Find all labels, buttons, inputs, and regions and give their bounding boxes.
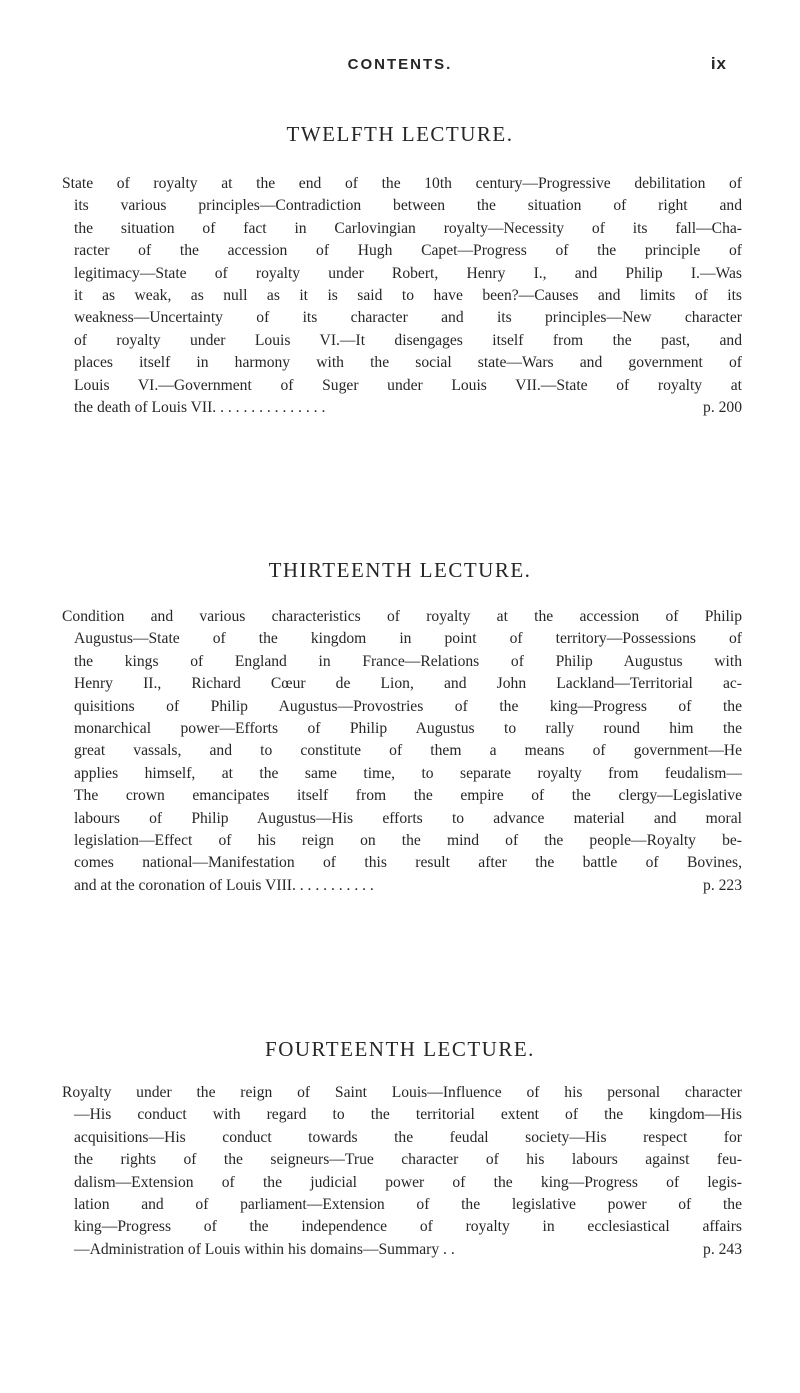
summary-last-line xyxy=(62,875,742,897)
lecture-title: TWELFTH LECTURE. xyxy=(286,122,514,146)
summary-line: labours of Philip Augustus—His efforts to advance material and moral xyxy=(74,809,742,827)
lecture-title: FOURTEENTH LECTURE. xyxy=(265,1037,535,1061)
summary-line: acquisitions—His conduct towards the feudal society—His respect for xyxy=(74,1128,742,1146)
summary-line: king—Progress of the independence of royalty in ecclesiastical affairs xyxy=(74,1218,742,1236)
lecture-fourteenth xyxy=(0,1035,800,1258)
summary-line: legitimacy—State of royalty under Robert, Henry I., and Philip I.—Was xyxy=(74,264,742,282)
summary-line: great vassals, and to constitute of them a means of government—He xyxy=(74,742,742,760)
summary-line: Royalty under the reign of Saint Louis—Influence of his personal character xyxy=(62,1084,742,1101)
lecture-summary xyxy=(62,173,742,419)
summary-line: the situation of fact in Carlovingian royalty—Necessity of its fall—Cha- xyxy=(74,219,742,237)
lecture-summary xyxy=(62,606,742,897)
lecture-summary xyxy=(62,1082,742,1261)
summary-last-line xyxy=(62,397,742,419)
summary-line: of royalty under Louis VI.—It disengages itself from the past, and xyxy=(74,331,742,349)
page-reference: p. 243 xyxy=(703,1240,742,1258)
summary-line: comes national—Manifestation of this result after the battle of Bovines, xyxy=(74,854,742,872)
page-reference: p. 200 xyxy=(703,399,742,417)
summary-line: it as weak, as null as it is said to have been?—Causes and limits of its xyxy=(74,287,742,305)
summary-line: places itself in harmony with the social state—Wars and government of xyxy=(74,354,742,372)
summary-line: —His conduct with regard to the territorial extent of the kingdom—His xyxy=(74,1106,742,1124)
summary-line-text: —Administration of Louis within his domains—Summary . . xyxy=(74,1240,455,1258)
summary-line: quisitions of Philip Augustus—Provostries of the king—Progress of the xyxy=(74,697,742,715)
summary-line: weakness—Uncertainty of its character and its principles—New character xyxy=(74,309,742,327)
running-title: CONTENTS. xyxy=(347,56,453,73)
lecture-thirteenth xyxy=(0,556,800,894)
page-number: ix xyxy=(710,54,727,73)
summary-line: Louis VI.—Government of Suger under Louis VII.—State of royalty at xyxy=(74,376,742,394)
summary-line: Augustus—State of the kingdom in point of territory—Possessions of xyxy=(74,630,742,648)
lecture-twelfth xyxy=(0,120,800,417)
summary-line: legislation—Effect of his reign on the mind of the people—Royalty be- xyxy=(74,832,742,850)
summary-line: State of royalty at the end of the 10th century—Progressive debilitation of xyxy=(62,175,742,192)
summary-last-line xyxy=(62,1239,742,1261)
page-reference: p. 223 xyxy=(703,876,742,894)
summary-line: The crown emancipates itself from the empire of the clergy—Legislative xyxy=(74,787,742,805)
summary-line: racter of the accession of Hugh Capet—Progress of the principle of xyxy=(74,242,742,260)
lecture-title: THIRTEENTH LECTURE. xyxy=(268,558,532,582)
summary-line: the kings of England in France—Relations of Philip Augustus with xyxy=(74,652,742,670)
summary-line: dalism—Extension of the judicial power of the king—Progress of legis- xyxy=(74,1173,742,1191)
summary-line-text: the death of Louis VII. . . . . . . . . . . . . . . xyxy=(74,399,326,417)
summary-line: lation and of parliament—Extension of the legislative power of the xyxy=(74,1196,742,1214)
running-head xyxy=(0,54,800,78)
summary-line: the rights of the seigneurs—True character of his labours against feu- xyxy=(74,1151,742,1169)
summary-line: applies himself, at the same time, to separate royalty from feudalism— xyxy=(74,764,742,782)
summary-line-text: and at the coronation of Louis VIII. . . . . . . . . . . xyxy=(74,876,374,894)
summary-line: Henry II., Richard Cœur de Lion, and John Lackland—Territorial ac- xyxy=(74,675,742,693)
summary-line: its various principles—Contradiction between the situation of right and xyxy=(74,197,742,215)
summary-line: Condition and various characteristics of royalty at the accession of Philip xyxy=(62,608,742,625)
summary-line: monarchical power—Efforts of Philip Augustus to rally round him the xyxy=(74,720,742,738)
